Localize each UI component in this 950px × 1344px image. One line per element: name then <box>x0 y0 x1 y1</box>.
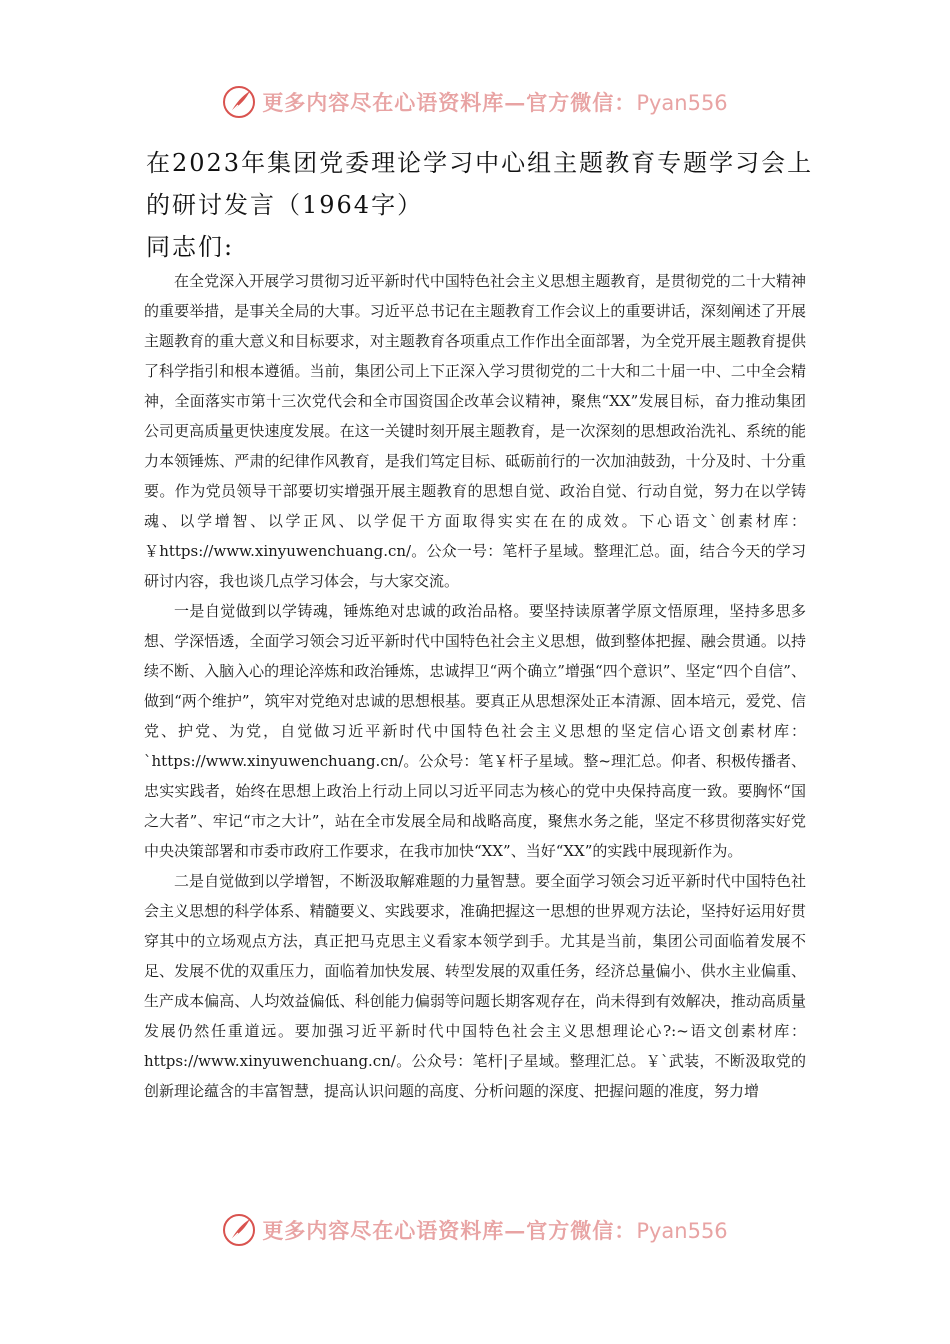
banner-text-cn: 更多内容尽在心语资料库—官方微信： <box>262 1218 637 1243</box>
paragraph: 一是自觉做到以学铸魂，锤炼绝对忠诚的政治品格。要坚持读原著学原文悟原理，坚持多思多想、学深悟透，全面学习领会习近平新时代中国特色社会主义思想，做到整体把握、融会贯通。以持续不断、入脑入心的理论淬炼和政治锤炼，忠诚捍卫“两个确立”增强“四个意识”、坚定“四个自信”、做到“两个维护”，筑牢对党绝对忠诚的思想根基。要真正从思想深处正本清源、固本培元，爱党、信党、护党、为党，自觉做习近平新时代中国特色社会主义思想的坚定信心语文创素材库：`https://www.xinyuwenchuang.cn/。公众号：笔￥杆子星域。整~理汇总。仰者、积极传播者、忠实实践者，始终在思想上政治上行动上同以习近平同志为核心的党中央保持高度一致。要胸怀“国之大者”、牢记“市之大计”，站在全市发展全局和战略高度，聚焦水务之能，坚定不移贯彻落实好党中央决策部署和市委市政府工作要求，在我市加快“XX”、当好“XX”的实践中展现新作为。 <box>144 602 806 860</box>
banner-text-cn: 更多内容尽在心语资料库—官方微信： <box>262 90 637 115</box>
quill-logo-icon <box>222 85 256 119</box>
banner-text-en: Pyan556 <box>636 1219 728 1243</box>
paragraph: 在全党深入开展学习贯彻习近平新时代中国特色社会主义思想主题教育，是贯彻党的二十大精神的重要举措，是事关全局的大事。习近平总书记在主题教育工作会议上的重要讲话，深刻阐述了开展主题教育的重大意义和目标要求，对主题教育各项重点工作作出全面部署，为全党开展主题教育提供了科学指引和根本遵循。当前，集团公司上下正深入学习贯彻党的二十大和二十届一中、二中全会精神，全面落实市第十三次党代会和全市国资国企改革会议精神，聚焦“XX”发展目标，奋力推动集团公司更高质量更快速度发展。在这一关键时刻开展主题教育，是一次深刻的思想政治洗礼、系统的能力本领锤炼、严肃的纪律作风教育，是我们笃定目标、砥砺前行的一次加油鼓劲，十分及时、十分重要。作为党员领导干部要切实增强开展主题教育的思想自觉、政治自觉、行动自觉，努力在以学铸魂、以学增智、以学正风、以学促干方面取得实实在在的成效。下心语文`创素材库：￥https://www.xinyuwenchuang.cn/。公众一号：笔杆子星域。整理汇总。面，结合今天的学习研讨内容，我也谈几点学习体会，与大家交流。 <box>144 272 806 590</box>
document-title: 在2023年集团党委理论学习中心组主题教育专题学习会上的研讨发言（1964字） <box>146 149 814 219</box>
banner-text <box>262 1215 727 1245</box>
salutation: 同志们: <box>146 233 235 261</box>
quill-logo-icon <box>222 1213 256 1247</box>
banner-text-en: Pyan556 <box>636 91 728 115</box>
banner-text <box>262 87 727 117</box>
footer-banner <box>0 1208 950 1252</box>
document-body <box>144 266 806 1106</box>
paragraph: 二是自觉做到以学增智，不断汲取解难题的力量智慧。要全面学习领会习近平新时代中国特色社会主义思想的科学体系、精髓要义、实践要求，准确把握这一思想的世界观方法论，坚持好运用好贯穿其中的立场观点方法，真正把马克思主义看家本领学到手。尤其是当前，集团公司面临着发展不足、发展不优的双重压力，面临着加快发展、转型发展的双重任务，经济总量偏小、供水主业偏重、生产成本偏高、人均效益偏低、科创能力偏弱等问题长期客观存在，尚未得到有效解决，推动高质量发展仍然任重道远。要加强习近平新时代中国特色社会主义思想理论心?:~语文创素材库：https://www.xinyuwenchuang.cn/。公众号：笔杆|子星域。整理汇总。￥`武装，不断汲取党的创新理论蕴含的丰富智慧，提高认识问题的高度、分析问题的深度、把握问题的准度，努力增 <box>144 872 806 1100</box>
header-banner <box>0 80 950 124</box>
